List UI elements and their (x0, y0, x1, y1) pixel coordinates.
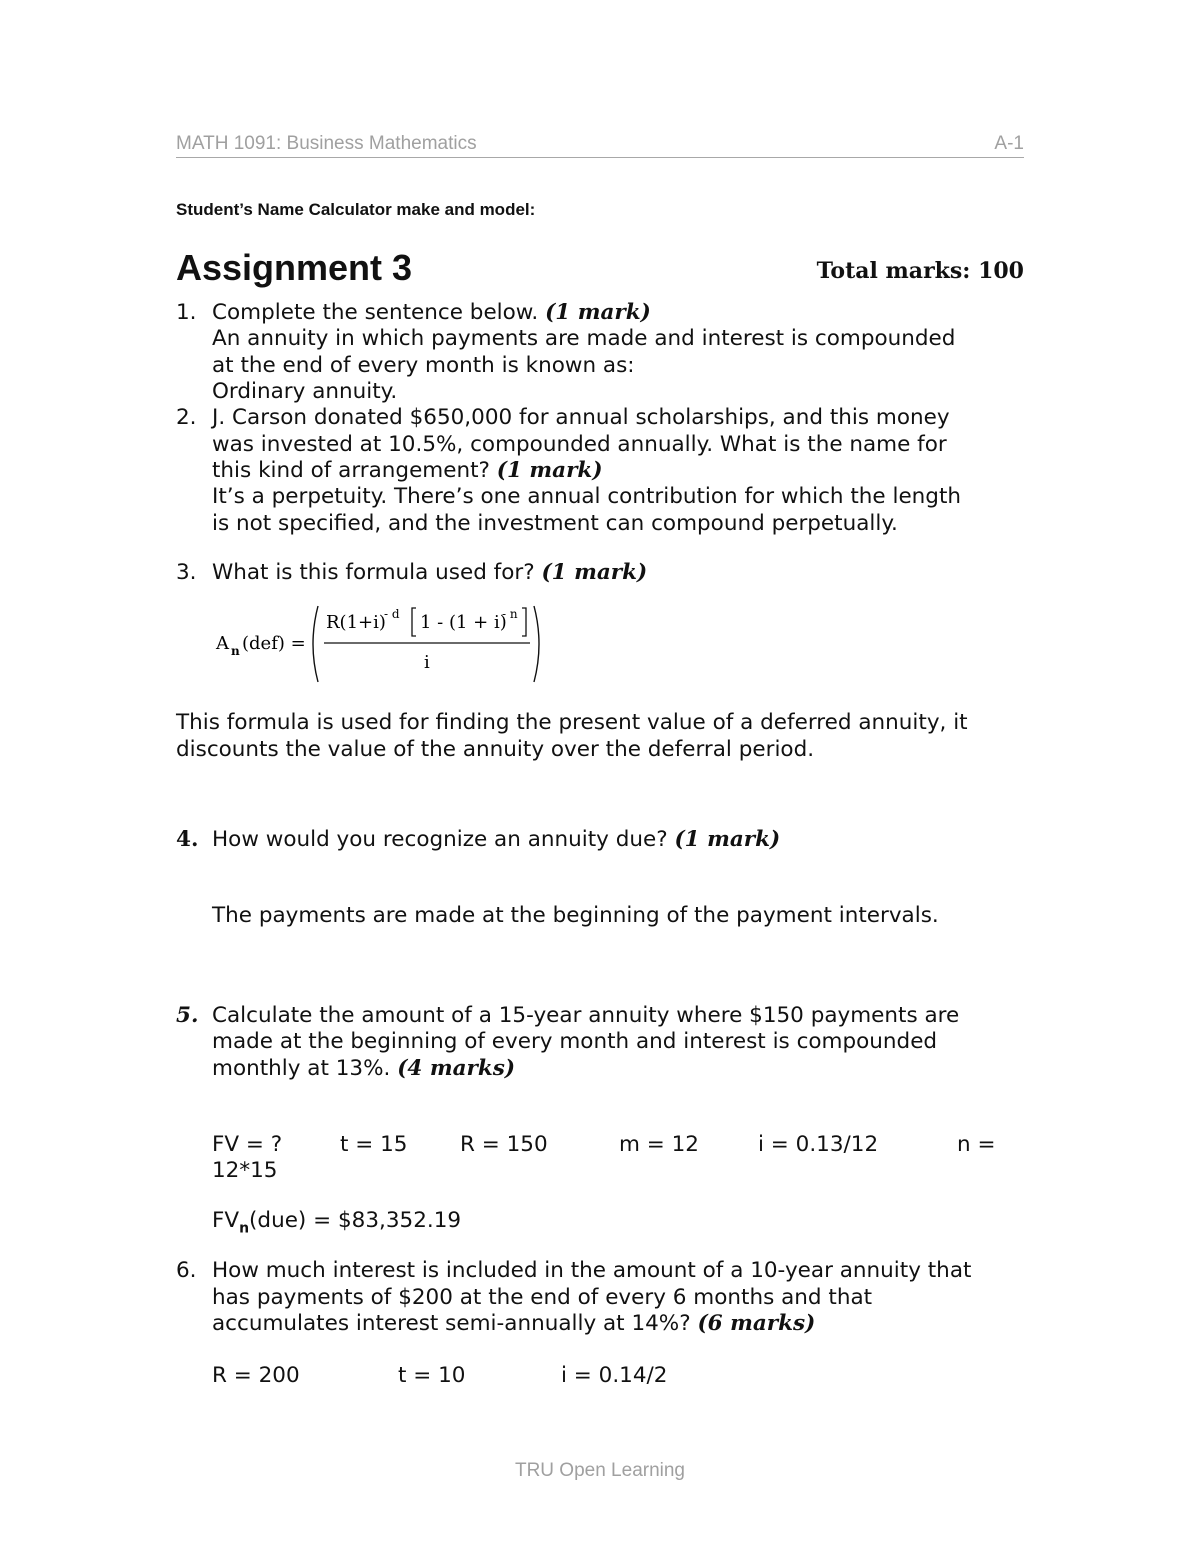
q6-line1: How much interest is included in the amount of a 10-year annuity that (212, 1258, 972, 1283)
q1-answer: Ordinary annuity. (212, 379, 398, 404)
q5-var-fv: FV = ? (212, 1132, 283, 1157)
q1-line2: An annuity in which payments are made and interest is compounded (212, 326, 956, 351)
q4-question-text: How would you recognize an annuity due? (212, 827, 668, 852)
q3-number: 3. (176, 560, 197, 585)
q4-marks: (1 mark) (674, 827, 781, 852)
q6-var-i: i = 0.14/2 (561, 1363, 668, 1388)
q4-answer: The payments are made at the beginning of the payment intervals. (212, 903, 939, 928)
q4-question (212, 827, 780, 854)
q3-answer1: This formula is used for finding the present value of a deferred annuity, it (176, 710, 968, 735)
formula-lhs-rest: (def) = (242, 633, 306, 654)
q6-number: 6. (176, 1258, 197, 1283)
q2-line1: J. Carson donated $650,000 for annual scholarships, and this money (212, 405, 950, 430)
q1-question-text: Complete the sentence below. (212, 300, 539, 325)
q2-line3-text: this kind of arrangement? (212, 458, 490, 483)
q3-answer2: discounts the value of the annuity over the deferral period. (176, 737, 815, 762)
q2-answer2: is not specified, and the investment can compound perpetually. (212, 511, 898, 536)
q2-line2: was invested at 10.5%, compounded annually. What is the name for (212, 432, 947, 457)
student-info-line: Student’s Name Calculator make and model: (176, 200, 536, 219)
q1-marks: (1 mark) (545, 300, 651, 325)
assignment-title: Assignment 3 (176, 247, 413, 288)
q5-result-fv: FV (212, 1208, 240, 1233)
q5-result-sub: n (239, 1220, 250, 1237)
q5-line3-text: monthly at 13%. (212, 1056, 391, 1081)
q5-number: 5. (176, 1003, 199, 1028)
q5-line3 (212, 1056, 515, 1083)
q6-line2: has payments of $200 at the end of every 6 months and that (212, 1285, 873, 1310)
q6-line3 (212, 1311, 815, 1338)
q1-number: 1. (176, 300, 197, 325)
q2-answer1: It’s a perpetuity. There’s one annual contribution for which the length (212, 484, 962, 509)
left-paren (313, 606, 318, 682)
q2-line3 (212, 458, 603, 485)
formula-denominator: i (424, 652, 430, 673)
q3-marks: (1 mark) (541, 560, 648, 585)
left-bracket (412, 608, 416, 636)
formula-numerator: R(1+i) (326, 612, 386, 633)
q6-var-t: t = 10 (398, 1363, 466, 1388)
right-bracket (522, 608, 526, 636)
q5-line2: made at the beginning of every month and interest is compounded (212, 1029, 938, 1054)
q4-number: 4. (176, 827, 199, 852)
q5-var-m: m = 12 (619, 1132, 699, 1157)
q5-line1: Calculate the amount of a 15-year annuity where $150 payments are (212, 1003, 960, 1028)
course-title: MATH 1091: Business Mathematics (176, 133, 477, 154)
svg-text:A (215, 633, 230, 654)
deferred-annuity-formula (212, 598, 552, 688)
q5-marks: (4 marks) (397, 1056, 516, 1081)
q6-line3-text: accumulates interest semi-annually at 14%? (212, 1311, 691, 1336)
q5-var-r: R = 150 (460, 1132, 548, 1157)
q6-marks: (6 marks) (697, 1311, 816, 1336)
q5-result (212, 1208, 461, 1242)
q5-var-n-value: 12*15 (212, 1158, 278, 1183)
formula-exp1: - d (384, 607, 400, 621)
q5-var-t: t = 15 (340, 1132, 408, 1157)
q3-question-text: What is this formula used for? (212, 560, 535, 585)
total-marks: Total marks: 100 (816, 258, 1024, 284)
page-reference: A-1 (994, 133, 1024, 154)
q5-var-n: n = (957, 1132, 996, 1157)
q2-marks: (1 mark) (496, 458, 603, 483)
q2-number: 2. (176, 405, 197, 430)
formula-bracket-body: 1 - (1 + i) (420, 612, 507, 633)
q3-question (212, 560, 647, 587)
page-header (176, 133, 1024, 158)
formula-lhs-sub: n (231, 644, 240, 658)
q5-result-rest: (due) = $83,352.19 (249, 1208, 462, 1233)
q1-line3: at the end of every month is known as: (212, 353, 635, 378)
q5-var-i: i = 0.13/12 (758, 1132, 879, 1157)
formula-exp2: - n (502, 607, 518, 621)
page-footer: TRU Open Learning (514, 1460, 686, 1481)
q1-question (212, 300, 651, 327)
q6-var-r: R = 200 (212, 1363, 300, 1388)
right-paren (534, 606, 539, 682)
formula-lhs-a: A (216, 633, 229, 654)
